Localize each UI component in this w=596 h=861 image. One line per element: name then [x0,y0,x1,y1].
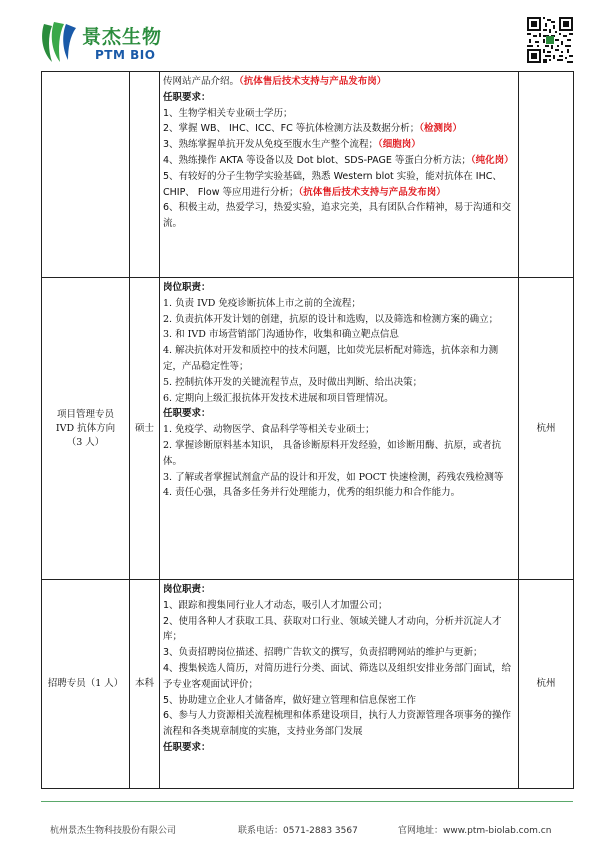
requirement-item: 2、掌握 WB、 IHC、ICC、FC 等抗体检测方法及数据分析； [163,123,420,135]
requirements-heading: 任职要求： [163,91,211,103]
requirement-item: 3. 了解或者掌握试剂盒产品的设计和开发，如 POCT 快速检测，药残农残检测等 [163,471,504,483]
post-highlight: （纯化岗） [470,154,514,166]
degree-cell: 本科 [130,580,160,789]
footer-website: 官网地址：www.ptm-biolab.com.cn [398,826,552,836]
requirement-item: 5、有较好的分子生物学实验基础，熟悉 Western blot 实验，能对抗体在 IHC、CHIP、 Flow 等应用进行分析； [163,170,502,198]
description-cell [160,580,519,789]
table-row-recruiter [42,580,574,789]
position-cell [42,278,130,580]
footer-company: 杭州景杰生物科技股份有限公司 [50,826,177,836]
duty-item: 5. 控制抗体开发的关键流程节点，及时做出判断、给出决策； [163,376,423,388]
position-cell: 招聘专员（1 人） [42,580,130,789]
post-highlight: （抗体售后技术支持与产品发布岗） [239,76,387,87]
post-highlight: （检测岗） [419,123,463,135]
continued-requirements-cell [160,72,519,278]
logo-english-name: PTM BIO [95,48,156,62]
requirements-heading: 任职要求： [163,741,211,753]
footer-divider [41,801,573,802]
location-cell: 杭州 [519,580,574,789]
table-row-continued-position [42,72,574,278]
duty-item: 4. 解决抗体对开发和质控中的技术问题，比如荧光层析配对筛选，抗体亲和力测定，产品稳定性等； [163,345,499,372]
requirement-item: 4. 责任心强，具备多任务并行处理能力，优秀的组织能力和合作能力。 [163,487,461,499]
duty-item: 6、参与人力资源相关流程梳理和体系建设项目，执行人力资源管理各项事务的操作流程和各类规章制度的实施，支持业务部门发展 [163,710,512,738]
logo-chinese-name: 景杰生物 [82,26,163,48]
duties-heading: 岗位职责： [163,584,211,595]
duty-item: 2、使用各种人才获取工具、获取对口行业、领域关键人才动向，分析并沉淀人才库； [163,615,502,643]
position-headcount: （3 人） [66,436,105,448]
requirement-item: 4、熟练操作 AKTA 等设备以及 Dot blot、SDS-PAGE 等蛋白分析方法； [163,154,471,166]
location-cell: 杭州 [519,278,574,580]
description-cell [160,278,519,580]
duty-item: 1、跟踪和搜集同行业人才动态，吸引人才加盟公司； [163,599,388,611]
table-row-project-manager [42,278,574,580]
duty-item: 1. 负责 IVD 免疫诊断抗体上市之前的全流程； [163,297,361,309]
duty-item: 2. 负责抗体开发计划的创建，抗原的设计和选购，以及筛选和检测方案的确立； [163,313,499,325]
post-highlight: （抗体售后技术支持与产品发布岗） [298,186,446,198]
position-direction: IVD 抗体方向 [55,422,116,434]
company-logo [38,18,198,66]
requirement-item: 3、熟练掌握单抗开发从免疫至腹水生产整个流程； [163,139,379,151]
leaf-logo-icon [38,18,78,66]
requirement-item: 1. 免疫学、动物医学、食品科学等相关专业硕士； [163,424,375,436]
job-listing-table [41,71,574,789]
requirement-item: 6、积极主动，热爱学习，热爱实验，追求完美，具有团队合作精神，易于沟通和交流。 [163,202,512,230]
job-description-text: 传网站产品介绍。 [163,76,240,87]
post-highlight: （细胞岗） [378,139,421,151]
duty-item: 3、负责招聘岗位描述、招聘广告软文的撰写，负责招聘网站的维护与更新； [163,647,483,659]
position-title: 项目管理专员 [56,408,114,420]
degree-cell: 硕士 [130,278,160,580]
requirements-heading: 任职要求： [163,408,211,420]
duty-item: 3. 和 IVD 市场营销部门沟通协作，收集和确立靶点信息 [163,329,399,341]
requirement-item: 2. 掌握诊断原料基本知识， 具备诊断原料开发经验，如诊断用酶、抗原，或者抗体。 [163,439,502,467]
page-header [0,0,596,70]
duty-item: 4、搜集候选人简历，对简历进行分类、面试、筛选以及组织安排业务部门面试，给予专业客观面试评价； [163,662,512,690]
duty-item: 6. 定期向上级汇报抗体开发技术进展和项目管理情况。 [163,392,394,404]
requirement-item: 1、生物学相关专业硕士学历； [163,107,293,119]
duties-heading: 岗位职责： [163,282,211,293]
duty-item: 5、协助建立企业人才储备库，做好建立管理和信息保密工作 [163,694,417,706]
qr-code-icon [527,17,573,63]
footer-phone: 联系电话：0571-2883 3567 [238,826,358,836]
